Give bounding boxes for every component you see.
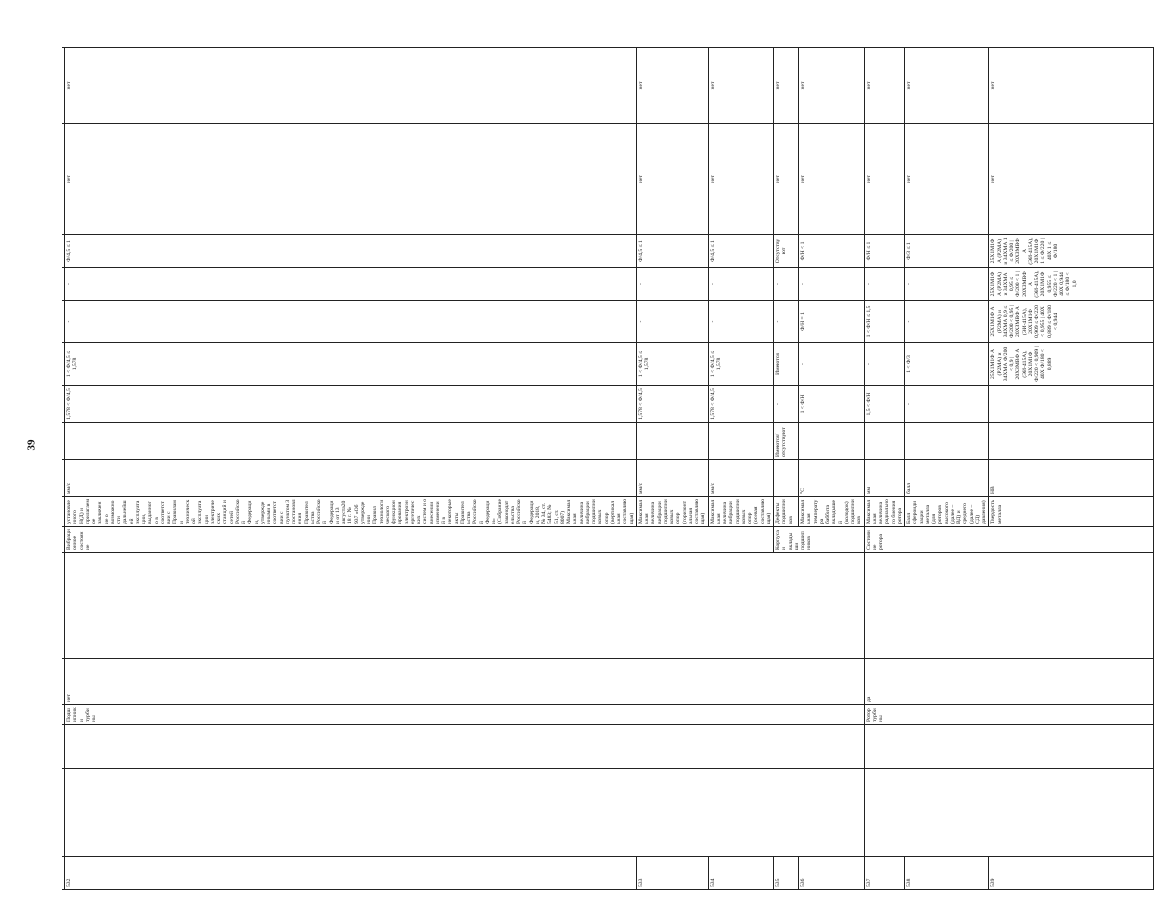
param-name: Максимальная величина вибрации подшипниковых опор (вертикальная составляющая) (566, 498, 635, 524)
empty-cell (864, 725, 1154, 769)
row-number: 533 (636, 857, 708, 890)
parameter-cell: Твердость металла (989, 497, 1154, 527)
range-cell: Имеются (774, 343, 799, 386)
equipment-group: Ротор турбины (864, 705, 1154, 725)
range-cell: - (636, 268, 708, 301)
table-row (65, 48, 637, 890)
range-cell: - (799, 343, 865, 386)
range-cell: - (864, 343, 905, 386)
range-cell: - (65, 268, 637, 301)
range-cell: 1 < Ф/4,5 ≤ 1,578 (708, 343, 774, 386)
range-cell (989, 386, 1154, 423)
flag-cell: нет (636, 48, 708, 124)
unit-cell: мм (864, 460, 905, 497)
note-cell: Имеются/ отсутствуют (774, 423, 799, 460)
group-flag: нет (65, 659, 865, 705)
empty-cell (864, 553, 1154, 659)
category-cell: Состояние ротора (864, 527, 1154, 553)
unit-cell (774, 460, 799, 497)
flag-cell: нет (65, 48, 637, 124)
note-cell (65, 423, 637, 460)
category-cell: Вибрационное состояние (65, 527, 774, 553)
parameter-cell: Балл сфероидизации металла (для роторов высокого (далее – ВД) и среднего (далее – СД) давления) (905, 497, 989, 527)
range-cell: - (905, 268, 989, 301)
row-number: 539 (989, 857, 1154, 890)
range-cell: Ф/Н = 1 (799, 301, 865, 343)
range-cell: Ф/Н ≤ 1 (864, 235, 905, 268)
range-cell: - (905, 301, 989, 343)
param-prefix: установленного Н(Д) и прилагаемое заключение о возможности дальнейшей эксплуатации, выданного в соответствии с Правилами технической эксплуатации электрических станций и сетей Российской Федерации, утвержденными в соответствии с пунктом 3 постановления Правительства Российской Федерации от 13 августа2018 г. № 937 «Об утверждении Правил технологического функционирования электроэнергетических систем и о внесении изменений в некоторые акты Правительства Российской Федерации» (Собрание законодательства Российской Федерации, 2018, № 34, ст. 5483; № 51, ст. 8007) (66, 498, 566, 524)
note-cell (864, 423, 905, 460)
flag-cell: нет (799, 124, 865, 235)
unit-cell: мм/с (708, 460, 774, 497)
range-cell: 1 < Ф/4,5 ≤ 1,578 (65, 343, 637, 386)
note-cell (989, 423, 1154, 460)
range-cell: Отсутству ют (774, 235, 799, 268)
range-cell: 1 < Ф/3 (905, 343, 989, 386)
range-cell: - (636, 301, 708, 343)
range-cell: 1,5 < Ф/Н (864, 386, 905, 423)
row-number: 538 (905, 857, 989, 890)
range-cell: 1 < Ф/Н ≤ 1,5 (864, 301, 905, 343)
unit-cell: мм/с (636, 460, 708, 497)
flag-cell: нет (774, 124, 799, 235)
flag-cell: нет (864, 48, 905, 124)
range-cell: 1,578 < Ф/4,5 (65, 386, 637, 423)
flag-cell: нет (905, 48, 989, 124)
flag-cell: нет (799, 48, 865, 124)
range-cell: Ф/4,5 ≤ 1 (708, 235, 774, 268)
range-cell: Ф/Н < 1 (799, 235, 865, 268)
empty-cell (65, 725, 865, 769)
range-cell: 25Х1М1Ф А (Р2МА) и 34ХМА 1 ≤ Ф/200 | 20ХЗМВФ А (ЭИ-415А), 20Х1М1Ф 1 ≤ Ф/220 | 40Х 1 ≤ Ф/180 (989, 235, 1154, 268)
flag-cell: нет (774, 48, 799, 124)
parameter-cell: Максимальная величина вибрации подшипниковых опор (горизонтальная составляющая) (636, 497, 708, 527)
range-cell: Ф/3 ≤ 1 (905, 235, 989, 268)
parameter-cell: Максимальная температура баббита вкладышей (колодок) подшипников (799, 497, 865, 527)
flag-cell: нет (708, 124, 774, 235)
range-cell: 1,578 < Ф/4,5 (708, 386, 774, 423)
range-cell: Ф/4,5 ≤ 1 (65, 235, 637, 268)
parameter-cell (65, 497, 637, 527)
unit-cell: °С (799, 460, 865, 497)
parameter-cell: Максимальная величина радиального биения ротора (864, 497, 905, 527)
range-cell: - (905, 386, 989, 423)
row-number: 535 (774, 857, 799, 890)
table-row (864, 48, 905, 890)
range-cell: 25Х1М1Ф А (Р2МА) и 34ХМА 0,95 ≤ Ф/200 < 1 | 20ХЗМВФ А (ЭИ-415А), 20Х1М1Ф 0,955 ≤ Ф/220 < 1 | 40Х 0,944 ≤ Ф/180 < 1,0 (989, 268, 1154, 301)
row-number: 534 (708, 857, 774, 890)
unit-cell: балл (905, 460, 989, 497)
group-flag: да (864, 659, 1154, 705)
range-cell: - (799, 268, 865, 301)
range-cell: - (774, 268, 799, 301)
empty-cell (864, 769, 1154, 857)
range-cell: 25Х1М1Ф А (Р2МА) и 34ХМА 0,9 ≤ Ф/200 < 0,95 | 20ХЗМВФ А (ЭИ-415А), 20Х1М1Ф 0,909 ≤ Ф/220 < 0,955 | 40Х 0,889 ≤ Ф/180 < 0,944 (989, 301, 1154, 343)
note-cell (708, 423, 774, 460)
parameter-cell: Максимальная величина вибрации подшипниковых опор (осевая составляющая) (708, 497, 774, 527)
flag-cell: нет (636, 124, 708, 235)
range-cell: - (708, 268, 774, 301)
rotated-table-container (62, 48, 1078, 890)
row-number: 537 (864, 857, 905, 890)
row-number: 532 (65, 857, 637, 890)
flag-cell: нет (864, 124, 905, 235)
range-cell: 1 < Ф/4,5 ≤ 1,578 (636, 343, 708, 386)
range-cell: 25Х1М1Ф А (Р2МА) и 34ХМА Ф/200 < 0,9 | 20ХЗМВФ А (ЭИ-415А), 20Х1М1Ф Ф/220 < 0,909 | 40Х Ф/180 < 0,889 (989, 343, 1154, 386)
unit-cell: НВ (989, 460, 1154, 497)
range-cell: - (774, 386, 799, 423)
parameter-cell: Дефекты подшипников (774, 497, 799, 527)
range-cell: - (864, 268, 905, 301)
range-cell: - (65, 301, 637, 343)
flag-cell: нет (989, 124, 1154, 235)
flag-cell: нет (65, 124, 637, 235)
technical-condition-table (62, 47, 1154, 890)
empty-cell (65, 553, 865, 659)
range-cell: - (774, 301, 799, 343)
note-cell (799, 423, 865, 460)
range-cell: Ф/4,5 ≤ 1 (636, 235, 708, 268)
range-cell: 1,578 < Ф/4,5 (636, 386, 708, 423)
category-cell: Корпуса и вкладыши подшипников (774, 527, 865, 553)
page-number: 39 (25, 439, 37, 451)
row-number: 536 (799, 857, 865, 890)
unit-cell: мм/с (65, 460, 637, 497)
flag-cell: нет (905, 124, 989, 235)
equipment-group: Подшипник и турбины (65, 705, 865, 725)
range-cell: - (708, 301, 774, 343)
rotated-page-area (62, 48, 1078, 890)
flag-cell: нет (989, 48, 1154, 124)
empty-cell (65, 769, 865, 857)
note-cell (636, 423, 708, 460)
note-cell (905, 423, 989, 460)
flag-cell: нет (708, 48, 774, 124)
range-cell: 1 < Ф/Н (799, 386, 865, 423)
